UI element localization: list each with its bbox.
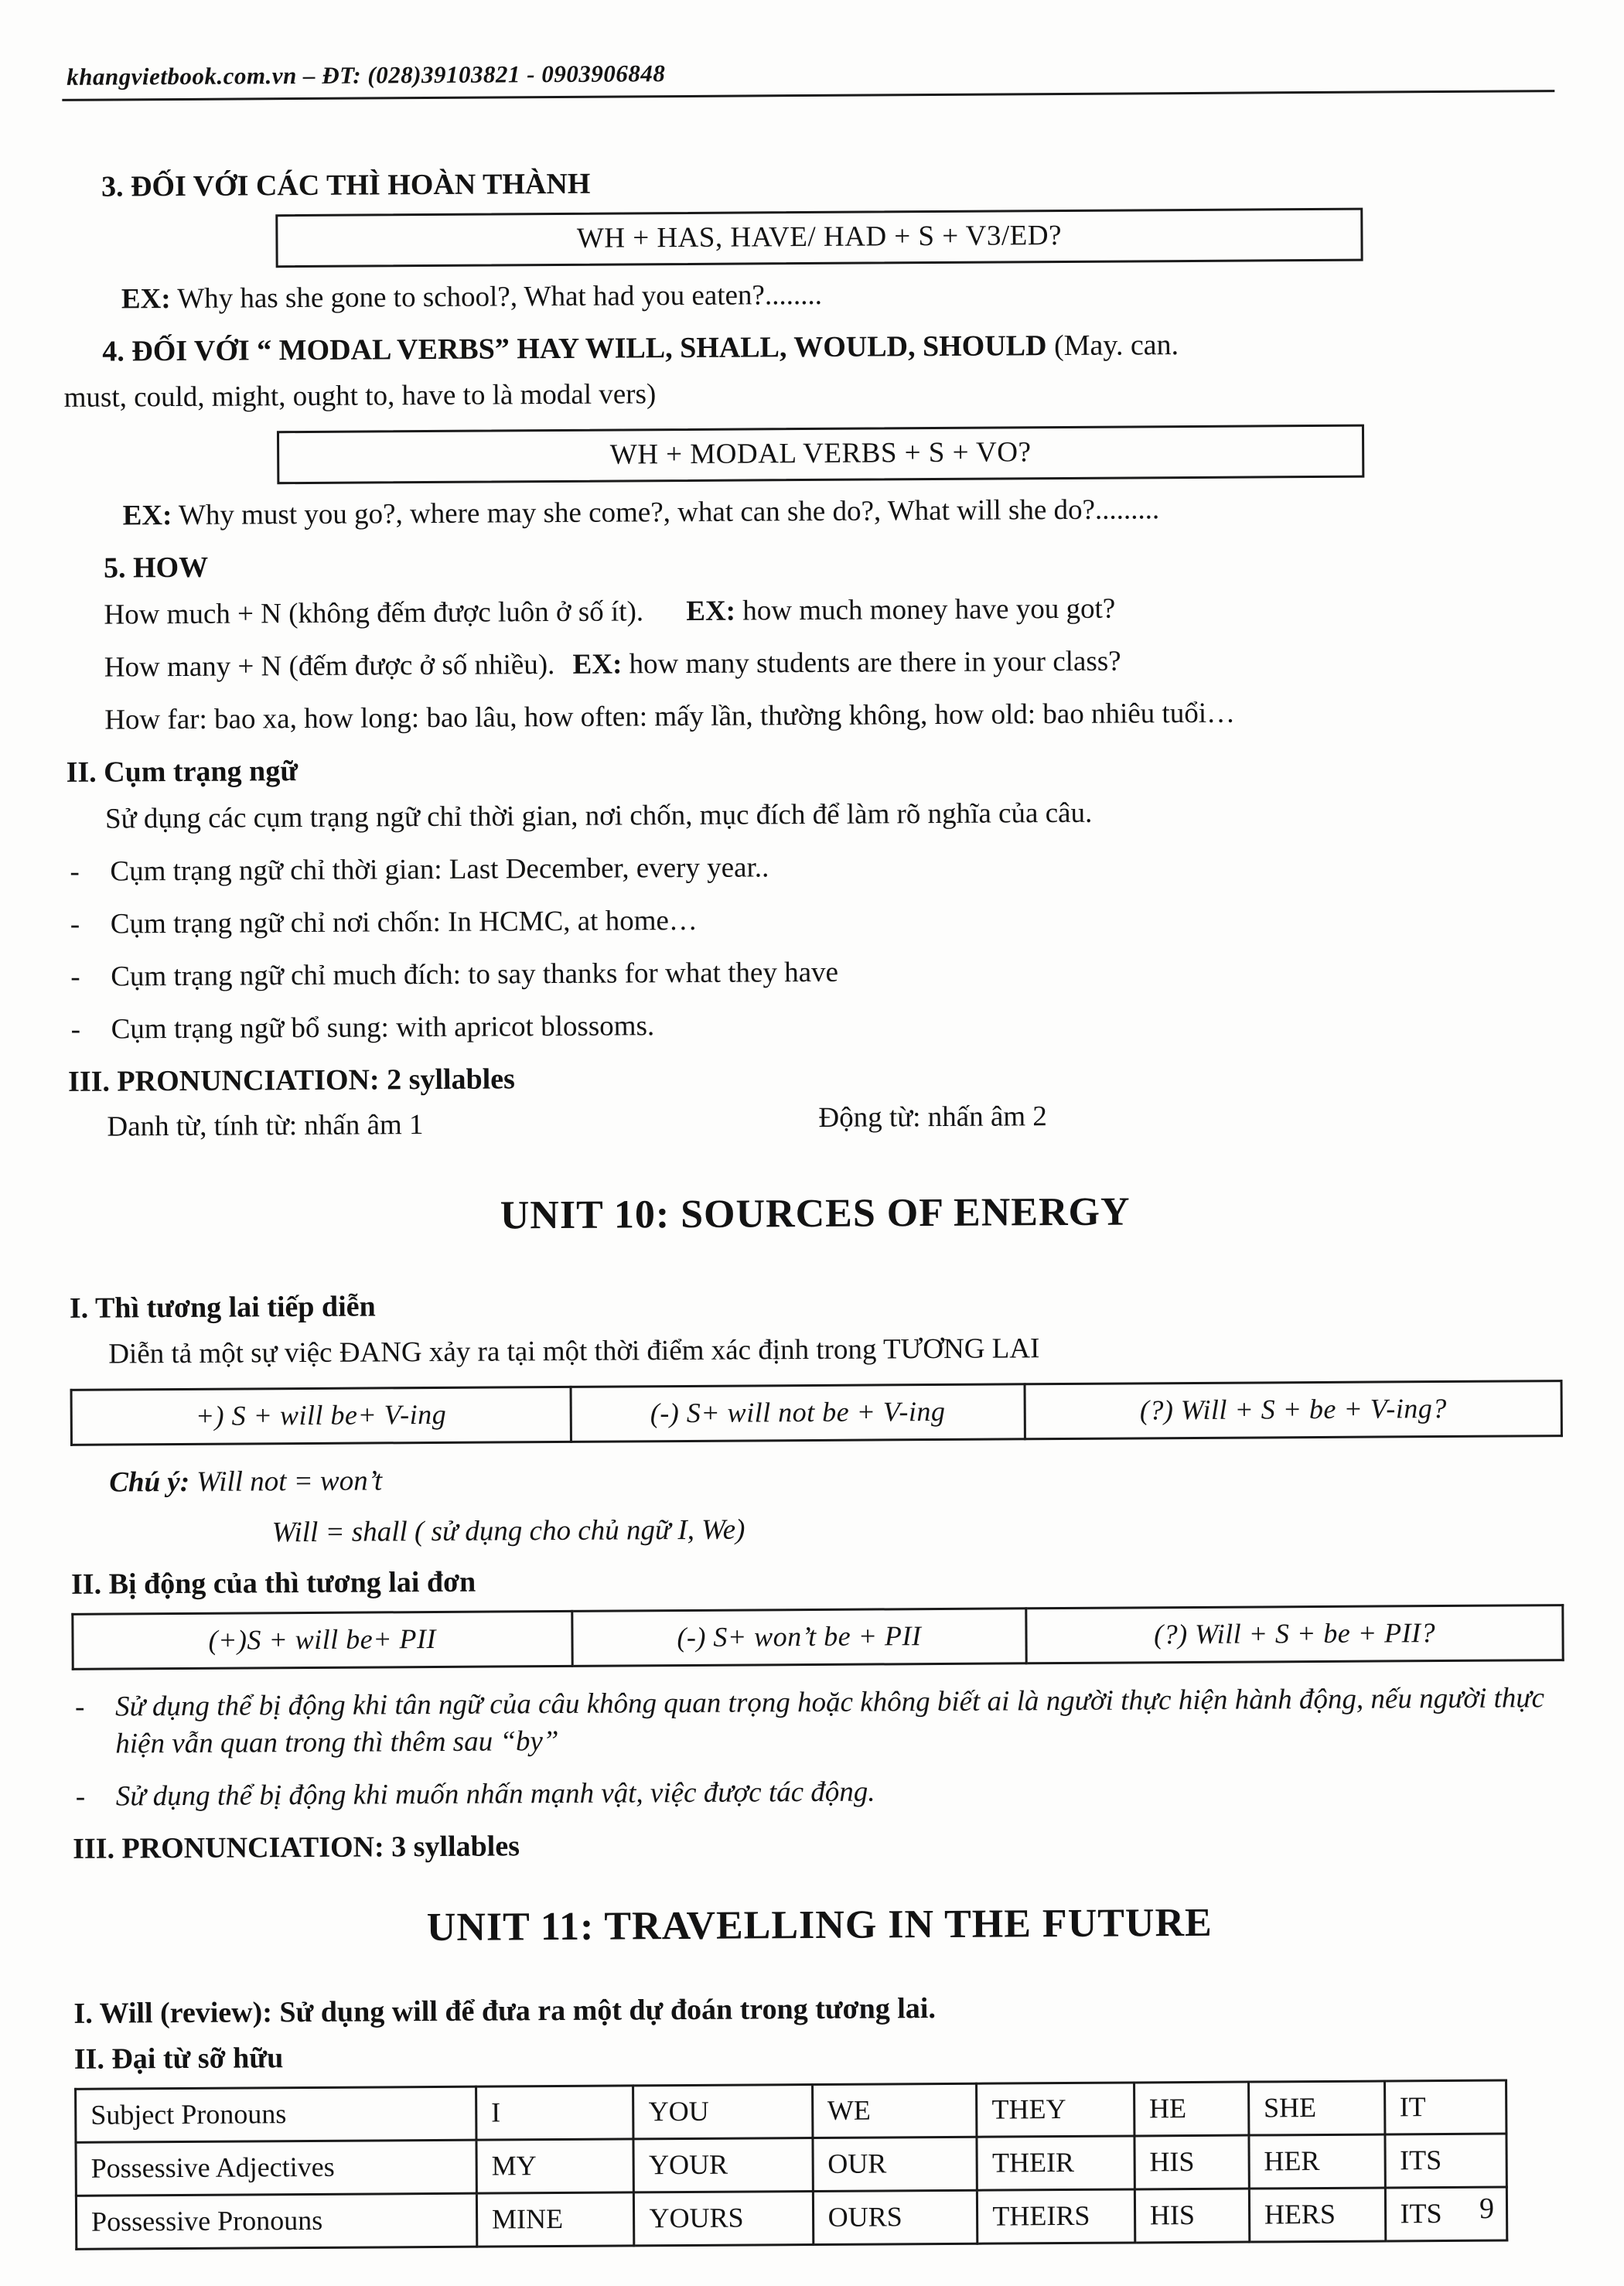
passive-usage-bullet-1: - Sử dụng thể bị động khi tân ngữ của câu không quan trọng hoặc không biết ai là người thực hiện hành động, nếu người thực hiện vẫn quan trong thì thêm sau “by” — [72, 1680, 1565, 1763]
dash-marker: - — [70, 855, 80, 888]
pronunciation3-title: III. PRONUNCIATION: 3 syllables — [73, 1830, 520, 1865]
row-label-cell: Possessive Adjectives — [76, 2140, 476, 2196]
table-cell: ITS — [1384, 2134, 1506, 2188]
adverb-item-place: - Cụm trạng ngữ chỉ nơi chốn: In HCMC, at home… — [67, 897, 1560, 943]
table-cell: HIS — [1134, 2135, 1249, 2189]
pronunciation2-title: III. PRONUNCIATION: 2 syllables — [67, 1063, 516, 1098]
table-row-subject-pronouns — [76, 2080, 1506, 2142]
dash-marker: - — [70, 908, 80, 940]
section-5-title: 5. HOW — [103, 551, 209, 585]
unit10-sI-title: I. Thì tương lai tiếp diễn — [69, 1289, 376, 1325]
table-cell: HERS — [1249, 2188, 1385, 2242]
section-4-title-tail: (May. can. — [1046, 328, 1179, 362]
pronunciation2-row — [68, 1101, 1561, 1151]
adverb-intro: Sử dụng các cụm trạng ngữ chỉ thời gian, nơi chốn, mục đích để làm rõ nghĩa của câu. — [104, 797, 1093, 835]
example-label: EX: — [121, 282, 171, 315]
adverb-item-extra: - Cụm trạng ngữ bổ sung: with apricot blossoms. — [68, 1002, 1561, 1049]
header-text: khangvietbook.com.vn – ĐT: (028)39103821 - 0903906848 — [67, 60, 666, 90]
question-form-cell: (?) Will + S + be + V-ing? — [1025, 1381, 1561, 1439]
page-number: 9 — [1479, 2192, 1494, 2225]
pron-noun-rule: Danh từ, tính từ: nhấn âm 1 — [107, 1108, 424, 1143]
possessive-pronoun-table — [74, 2079, 1508, 2250]
example-text: how many students are there in your class? — [629, 645, 1121, 681]
how-many-line — [104, 640, 1558, 687]
section-4-example — [122, 489, 1557, 534]
adverb-item-time: - Cụm trạng ngữ chỉ thời gian: Last December, every year.. — [67, 844, 1559, 891]
unit11-sI-title: I. Will (review): Sử dụng will để đưa ra một dự đoán trong tương lai. — [73, 1991, 937, 2030]
how-much-line — [104, 588, 1557, 634]
affirmative-form-cell: (+)S + will be+ PII — [73, 1611, 572, 1669]
example-text: Why must you go?, where may she come?, what can she do?, What will she do?......... — [178, 493, 1160, 532]
table-cell: HE — [1134, 2082, 1248, 2136]
how-much-text: How much + N (không đếm được luôn ở số ít). — [104, 595, 644, 631]
dash-marker: - — [70, 960, 80, 993]
note-text: Will not = won’t — [189, 1465, 383, 1499]
future-passive-table — [71, 1604, 1564, 1670]
formula-text: WH + MODAL VERBS + S + VO? — [609, 436, 1032, 471]
negative-form-cell: (-) S+ will not be + V-ing — [571, 1384, 1025, 1442]
question-form-cell: (?) Will + S + be + PII? — [1026, 1605, 1563, 1663]
table-row — [71, 1381, 1561, 1445]
pron-verb-rule: Động từ: nhấn âm 2 — [818, 1100, 1047, 1134]
table-cell: I — [476, 2086, 633, 2140]
formula-box-modal-verbs — [277, 425, 1364, 485]
note-line-1 — [109, 1455, 1563, 1502]
page-content — [62, 49, 1568, 2250]
table-cell: WE — [812, 2083, 977, 2138]
example-label: EX: — [122, 500, 172, 532]
table-cell: THEIR — [977, 2136, 1134, 2190]
unit-10-title: UNIT 10: SOURCES OF ENERGY — [500, 1189, 1131, 1237]
section-4-line2: must, could, might, ought to, have to là modal vers) — [63, 378, 657, 414]
row-label-cell: Possessive Pronouns — [76, 2193, 476, 2249]
unit10-sI-desc: Diễn tả một sự việc ĐANG xảy ra tại một thời điểm xác định trong TƯƠNG LAI — [108, 1332, 1040, 1370]
row-label-cell: Subject Pronouns — [76, 2086, 476, 2142]
table-cell: MINE — [476, 2192, 634, 2247]
section-3-example — [121, 272, 1556, 318]
table-cell: MY — [476, 2139, 634, 2193]
adverb-section-title: II. Cụm trạng ngữ — [66, 755, 299, 789]
table-cell: THEY — [977, 2083, 1134, 2137]
page-header — [62, 49, 1554, 101]
table-cell: SHE — [1248, 2081, 1384, 2135]
example-text: Why has she gone to school?, What had you eaten?........ — [177, 278, 822, 315]
section-4-title-bold: 4. ĐỐI VỚI “ MODAL VERBS” HAY WILL, SHALL, WOULD, SHOULD — [102, 329, 1047, 368]
section-3-title: 3. ĐỐI VỚI CÁC THÌ HOÀN THÀNH — [101, 167, 591, 203]
table-cell: HIS — [1134, 2189, 1249, 2243]
table-cell: YOUR — [633, 2138, 813, 2192]
table-cell: YOU — [633, 2084, 813, 2138]
table-row — [73, 1605, 1563, 1669]
example-label: EX: — [572, 648, 623, 681]
table-cell: IT — [1384, 2080, 1506, 2134]
how-many-text: How many + N (đếm được ở số nhiều). — [104, 648, 555, 684]
table-cell: THEIRS — [977, 2189, 1135, 2243]
unit-11-title: UNIT 11: TRAVELLING IN THE FUTURE — [426, 1900, 1213, 1950]
note-label: Chú ý: — [109, 1466, 190, 1499]
table-cell: YOURS — [634, 2191, 814, 2245]
table-cell: HER — [1249, 2134, 1385, 2189]
section-4-title — [102, 325, 1556, 370]
how-far-line: How far: bao xa, how long: bao lâu, how often: mấy lần, thường không, how old: bao nhiêu tuổi… — [104, 697, 1236, 736]
note-line-2: Will = shall ( sử dụng cho chủ ngữ I, We) — [271, 1513, 745, 1549]
affirmative-form-cell: +) S + will be+ V-ing — [71, 1387, 571, 1445]
example-label: EX: — [686, 595, 736, 627]
adverb-item-purpose: - Cụm trạng ngữ chỉ much đích: to say thanks for what they have — [67, 950, 1560, 996]
table-cell: ITS — [1385, 2187, 1507, 2241]
dash-marker: - — [75, 1780, 86, 1813]
negative-form-cell: (-) S+ won’t be + PII — [571, 1609, 1026, 1667]
example-text: how much money have you got? — [742, 592, 1116, 627]
unit11-sII-title: II. Đại từ sỡ hữu — [73, 2042, 284, 2076]
formula-box-perfect-tenses — [275, 207, 1363, 268]
passive-usage-bullet-2: - Sử dụng thể bị động khi muốn nhấn mạnh vật, việc được tác động. — [73, 1769, 1565, 1816]
dash-marker: - — [70, 1013, 81, 1046]
table-cell: OUR — [813, 2137, 977, 2191]
formula-text: WH + HAS, HAVE/ HAD + S + V3/ED? — [576, 219, 1063, 254]
table-row-possessive-adjectives — [76, 2134, 1506, 2196]
future-continuous-table — [70, 1380, 1563, 1446]
dash-marker: - — [74, 1691, 85, 1723]
table-row-possessive-pronouns — [76, 2187, 1506, 2249]
table-cell: OURS — [813, 2190, 977, 2244]
unit10-sII-title: II. Bị động của thì tương lai đơn — [70, 1565, 476, 1602]
